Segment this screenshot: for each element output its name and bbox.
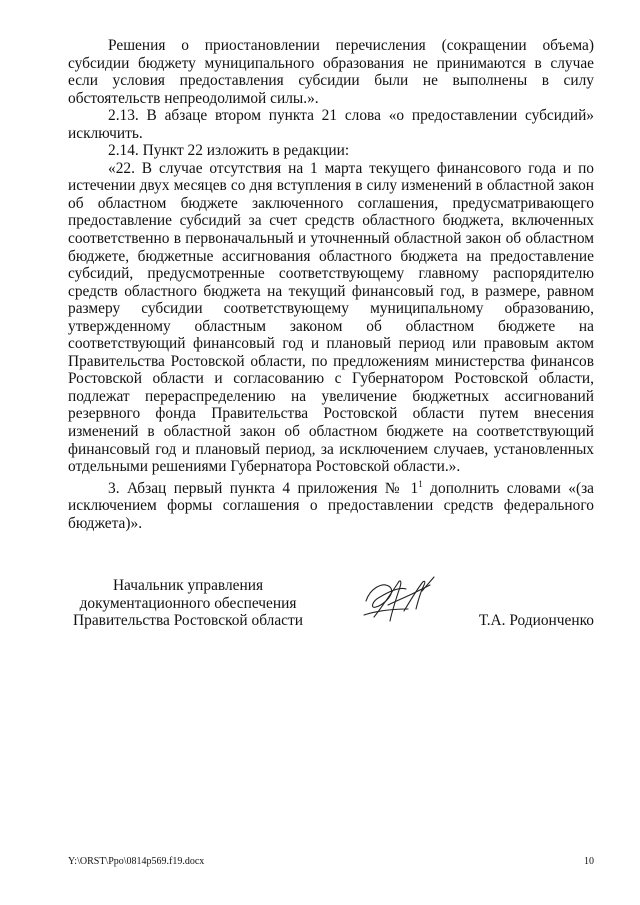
paragraph-3-start: 3. Абзац первый пункта 4 приложения № 1: [108, 479, 419, 497]
paragraph-3: [68, 476, 594, 533]
signature-block: [0, 577, 640, 647]
paragraph-subsidy-suspension: Решения о приостановлении перечисления (сокращении объема) субсидии бюджету муниципального образования не принимаются в случае если условия предоставления субсидии были не выполнены в силу обстоятельств непреодолимой силы.».: [68, 37, 594, 107]
file-path: Y:\ORST\Ppo\0814p569.f19.docx: [68, 856, 205, 867]
paragraph-2-13: 2.13. В абзаце втором пункта 21 слова «о предоставлении субсидий» исключить.: [68, 107, 594, 142]
page-number: 10: [584, 856, 594, 867]
paragraph-point-22: «22. В случае отсутствия на 1 марта текущего финансового года и по истечении двух месяцев со дня вступления в силу изменений в областной закон об областном бюджете заключенного соглашения, предусматривающего предоставление субсидий за счет средств областного бюджета, включенных соответственно в первоначальный и уточненный областной закон об областном бюджете, бюджетные ассигнования областного бюджета на предоставление субсидий, предусмотренные соответствующему главному распорядителю средств областного бюджета на текущий финансовый год, в размере, равном размеру субсидии соответствующему муниципальному образованию, утвержденному областным законом об областном бюджете на соответствующий финансовый год и плановый период или правовым актом Правительства Ростовской области, по предложениям министерства финансов Ростовской области и согласованию с Губернатором Ростовской области, подлежат перераспределению на увеличение бюджетных ассигнований резервного фонда Правительства Ростовской области путем внесения изменений в областной закон об областном бюджете на соответствующий финансовый год и плановый период, за исключением случаев, установленных отдельными решениями Губернатора Ростовской области.».: [68, 159, 594, 476]
paragraph-3-superscript: 1: [418, 478, 423, 489]
paragraph-2-14: 2.14. Пункт 22 изложить в редакции:: [108, 142, 350, 160]
paragraph-3-end: дополнить словами «(за исключением формы соглашения о предоставлении средств федерального бюджета)».: [68, 479, 594, 532]
signatory-title: [68, 577, 308, 630]
handwritten-signature: [360, 571, 440, 631]
signatory-title-line-1: Начальник управления: [112, 577, 264, 594]
body-text: [68, 37, 594, 532]
signatory-name: Т.А. Родионченко: [478, 612, 594, 629]
signatory-title-line-2: документационного обеспечения: [79, 594, 297, 612]
signatory-title-line-3: Правительства Ростовской области: [73, 612, 303, 630]
footer: [68, 856, 594, 870]
